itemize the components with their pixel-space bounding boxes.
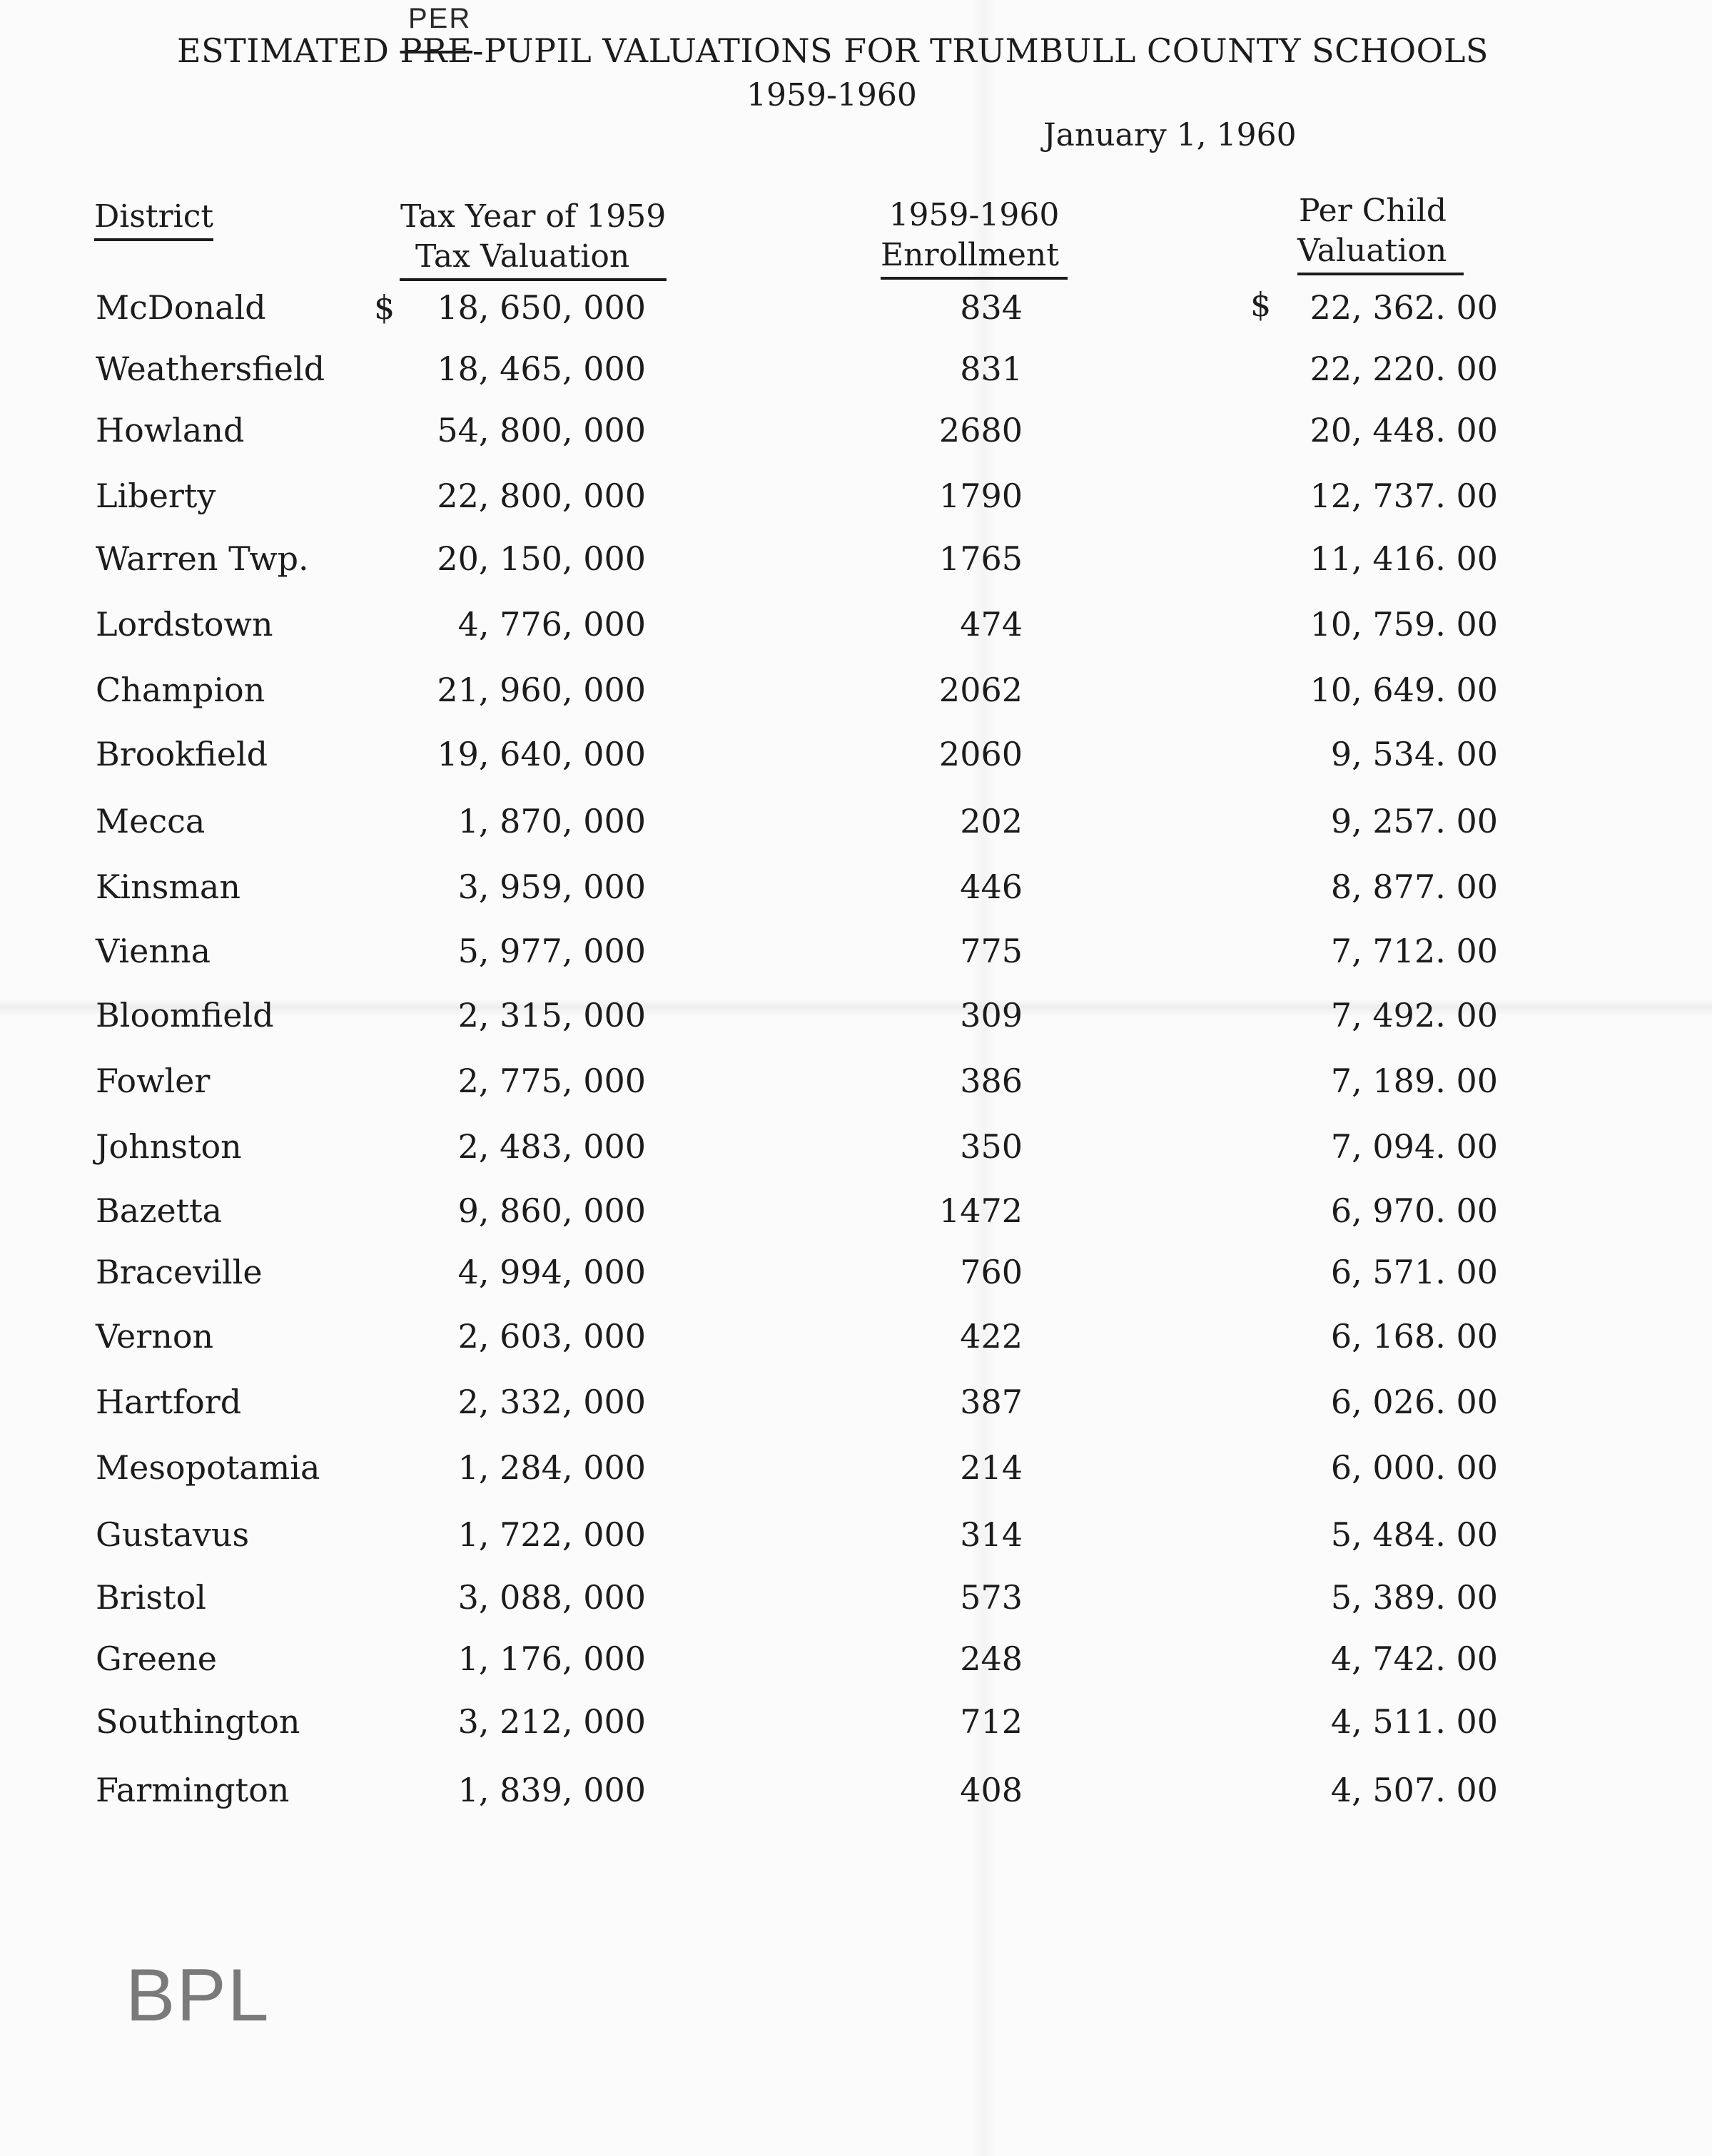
district-cell: Lordstown (96, 605, 273, 644)
district-cell: Farmington (96, 1771, 290, 1809)
header-enroll-line2: Enrollment (881, 235, 1068, 280)
tax-valuation-cell: 4, 776, 000 (457, 605, 646, 644)
table-row (0, 1383, 1712, 1425)
tax-valuation-cell: 2, 332, 000 (457, 1383, 646, 1421)
enrollment-cell: 1765 (938, 539, 1023, 578)
tax-valuation-cell: 2, 315, 000 (457, 996, 646, 1034)
per-child-valuation-cell: 10, 649. 00 (1310, 671, 1498, 709)
enrollment-cell: 474 (960, 605, 1023, 644)
enrollment-cell: 248 (960, 1639, 1023, 1678)
tax-valuation-cell: 2, 483, 000 (457, 1127, 646, 1166)
table-row (0, 735, 1712, 778)
table-row (0, 1317, 1712, 1360)
table-row (0, 1448, 1712, 1491)
enrollment-cell: 775 (960, 932, 1023, 970)
enrollment-cell: 573 (960, 1578, 1023, 1617)
header-tax-line1: Tax Year of 1959 (400, 198, 667, 235)
per-child-valuation-cell: 20, 448. 00 (1310, 411, 1498, 449)
enrollment-cell: 1472 (938, 1191, 1023, 1230)
per-child-valuation-cell: 5, 389. 00 (1330, 1578, 1498, 1617)
enrollment-cell: 2062 (938, 671, 1023, 709)
district-cell: Howland (96, 411, 245, 449)
table-row (0, 996, 1712, 1039)
tax-valuation-cell: 3, 959, 000 (457, 868, 646, 906)
enrollment-cell: 314 (960, 1515, 1023, 1554)
tax-valuation-cell: 4, 994, 000 (457, 1253, 646, 1291)
tax-valuation-cell: 21, 960, 000 (437, 671, 646, 709)
tax-valuation-cell: 18, 465, 000 (437, 350, 646, 388)
enrollment-cell: 446 (960, 868, 1023, 906)
column-header-enrollment (881, 195, 1068, 280)
per-child-valuation-cell: 6, 026. 00 (1330, 1383, 1498, 1421)
table-row (0, 1127, 1712, 1170)
column-header-district (94, 197, 213, 241)
document-date: January 1, 1960 (1043, 117, 1297, 153)
enrollment-cell: 760 (960, 1253, 1023, 1291)
bpl-watermark: BPL (126, 1954, 270, 2037)
district-cell: Weathersfield (96, 350, 325, 388)
enrollment-cell: 831 (960, 350, 1023, 388)
district-cell: Bristol (96, 1578, 207, 1617)
table-row (0, 868, 1712, 910)
per-child-valuation-cell: 22, 220. 00 (1310, 350, 1498, 388)
table-row (0, 539, 1712, 582)
district-cell: Bloomfield (96, 996, 274, 1034)
enrollment-cell: 712 (960, 1702, 1023, 1741)
tax-valuation-cell: 1, 284, 000 (457, 1448, 646, 1487)
district-cell: Brookfield (96, 735, 268, 773)
district-cell: Braceville (96, 1253, 263, 1291)
per-child-valuation-cell: 7, 189. 00 (1330, 1062, 1498, 1100)
district-cell: Mecca (96, 802, 206, 840)
table-row (0, 1702, 1712, 1745)
per-child-valuation-cell: 11, 416. 00 (1310, 539, 1498, 578)
district-cell: Johnston (96, 1127, 242, 1166)
per-child-valuation-cell: 7, 712. 00 (1330, 932, 1498, 970)
per-child-valuation-cell: 9, 534. 00 (1330, 735, 1498, 773)
tax-valuation-cell: 1, 839, 000 (457, 1771, 646, 1809)
district-cell: Kinsman (96, 868, 240, 906)
per-child-valuation-cell: 4, 511. 00 (1330, 1702, 1498, 1741)
district-cell: Warren Twp. (96, 539, 309, 578)
enrollment-cell: 214 (960, 1448, 1023, 1487)
tax-valuation-cell: 1, 722, 000 (457, 1515, 646, 1554)
tax-valuation-cell: 1, 176, 000 (457, 1639, 646, 1678)
tax-valuation-cell: 18, 650, 000 (437, 288, 646, 327)
table-row (0, 1062, 1712, 1104)
title-prefix: ESTIMATED (177, 31, 390, 70)
tax-valuation-cell: 19, 640, 000 (437, 735, 646, 773)
table-row (0, 1639, 1712, 1682)
district-cell: Vernon (96, 1317, 214, 1356)
per-child-valuation-cell: 6, 168. 00 (1330, 1317, 1498, 1356)
header-enroll-line1: 1959-1960 (888, 197, 1060, 233)
table-row (0, 1771, 1712, 1814)
document-years: 1959-1960 (746, 77, 917, 113)
per-child-valuation-cell: 22, 362. 00 (1310, 288, 1498, 327)
district-cell: Greene (96, 1639, 218, 1678)
table-row (0, 1578, 1712, 1621)
tax-valuation-cell: 3, 212, 000 (457, 1702, 646, 1741)
per-child-valuation-cell: 7, 492. 00 (1330, 996, 1498, 1034)
per-child-valuation-cell: 4, 507. 00 (1330, 1771, 1498, 1809)
table-row (0, 605, 1712, 648)
district-cell: Champion (96, 671, 265, 709)
per-child-valuation-cell: 6, 000. 00 (1330, 1448, 1498, 1487)
title-rest: -PUPIL VALUATIONS FOR TRUMBULL COUNTY SCHOOLS (472, 31, 1489, 70)
tax-valuation-cell: 54, 800, 000 (437, 411, 646, 449)
table-row (0, 1515, 1712, 1558)
table-row (0, 802, 1712, 845)
header-per-line2: Valuation (1297, 231, 1464, 275)
table-row (0, 350, 1712, 392)
enrollment-cell: 408 (960, 1771, 1023, 1809)
table-row (0, 671, 1712, 713)
column-header-per-child (1297, 191, 1464, 275)
enrollment-cell: 387 (960, 1383, 1023, 1421)
district-cell: Vienna (96, 932, 211, 970)
enrollment-cell: 834 (960, 288, 1023, 327)
header-per-line1: Per Child (1299, 193, 1447, 229)
header-tax-line2: Tax Valuation (400, 237, 667, 281)
per-child-valuation-cell: 6, 970. 00 (1330, 1191, 1498, 1230)
per-child-dollar-sign: $ (1250, 285, 1272, 324)
table-row (0, 477, 1712, 519)
per-child-valuation-cell: 9, 257. 00 (1330, 802, 1498, 840)
table-row (0, 1191, 1712, 1234)
enrollment-cell: 309 (960, 996, 1023, 1034)
enrollment-cell: 2680 (938, 411, 1023, 449)
tax-valuation-cell: 1, 870, 000 (457, 802, 646, 840)
tax-valuation-cell: 5, 977, 000 (457, 932, 646, 970)
tax-valuation-cell: 3, 088, 000 (457, 1578, 646, 1617)
tax-valuation-cell: 22, 800, 000 (437, 477, 646, 515)
header-district-label: District (94, 197, 213, 241)
district-cell: Mesopotamia (96, 1448, 320, 1487)
tax-valuation-cell: 2, 775, 000 (457, 1062, 646, 1100)
enrollment-cell: 202 (960, 802, 1023, 840)
enrollment-cell: 350 (960, 1127, 1023, 1166)
per-child-valuation-cell: 6, 571. 00 (1330, 1253, 1498, 1291)
per-child-valuation-cell: 4, 742. 00 (1330, 1639, 1498, 1678)
enrollment-cell: 1790 (938, 477, 1023, 515)
tax-dollar-sign: $ (374, 288, 395, 327)
per-child-valuation-cell: 10, 759. 00 (1310, 605, 1498, 644)
title-struck-word: PRE (400, 31, 473, 70)
enrollment-cell: 386 (960, 1062, 1023, 1100)
district-cell: Hartford (96, 1383, 242, 1421)
table-row (0, 411, 1712, 454)
enrollment-cell: 2060 (938, 735, 1023, 773)
table-row (0, 288, 1712, 331)
enrollment-cell: 422 (960, 1317, 1023, 1356)
district-cell: Bazetta (96, 1191, 223, 1230)
district-cell: Fowler (96, 1062, 211, 1100)
handwritten-correction: PER (408, 3, 472, 34)
per-child-valuation-cell: 7, 094. 00 (1330, 1127, 1498, 1166)
per-child-valuation-cell: 12, 737. 00 (1310, 477, 1498, 515)
table-row (0, 932, 1712, 975)
tax-valuation-cell: 2, 603, 000 (457, 1317, 646, 1356)
column-header-tax-valuation (400, 197, 667, 281)
per-child-valuation-cell: 5, 484. 00 (1330, 1515, 1498, 1554)
tax-valuation-cell: 20, 150, 000 (437, 539, 646, 578)
district-cell: Southington (96, 1702, 300, 1741)
document-title (177, 31, 1489, 70)
district-cell: Gustavus (96, 1515, 250, 1554)
district-cell: Liberty (96, 477, 216, 515)
table-row (0, 1253, 1712, 1296)
district-cell: McDonald (96, 288, 266, 327)
tax-valuation-cell: 9, 860, 000 (457, 1191, 646, 1230)
per-child-valuation-cell: 8, 877. 00 (1330, 868, 1498, 906)
